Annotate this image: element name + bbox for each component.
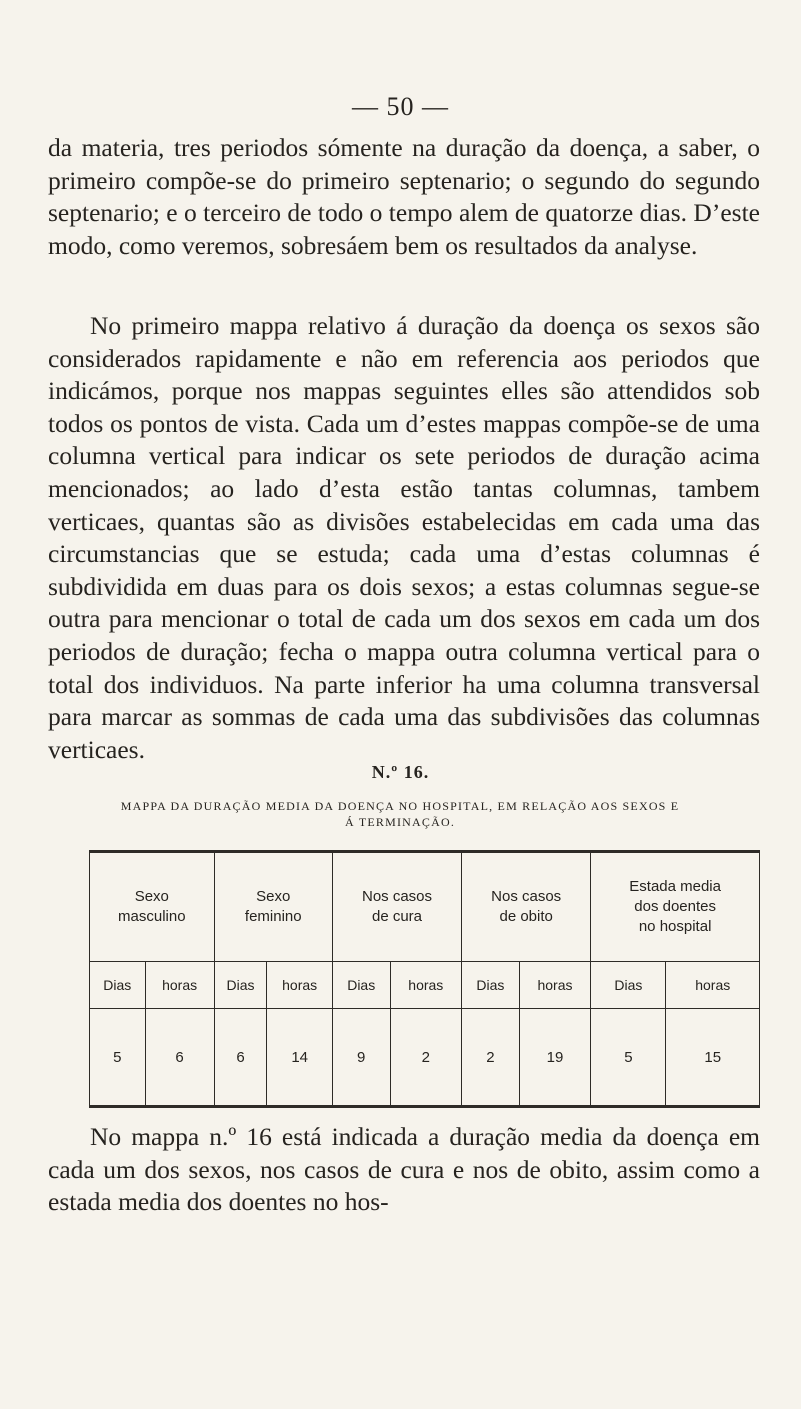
paragraph-2: No primeiro mappa relativo á duração da doença os sexos são considerados rapidamente e não em referencia aos periodos que indicámos, porque nos mappas seguintes elles são attendidos sob todos os pontos de vista. Cada um d’estes mappas compõe-se de uma columna vertical para indicar os sete periodos de duração acima mencionados; ao lado d’esta estão tantas columnas, tambem verticaes, quantas são as divisões estabelecidas em cada uma das circumstancias que se estuda; cada uma d’estas columnas é subdividida em duas para os dois sexos; a estas columnas segue-se outra para mencionar o total de cada um dos sexos em cada um dos periodos de duração; fecha o mappa outra columna vertical para o total dos individuos. Na parte inferior ha uma columna transversal para marcar as sommas de cada uma das subdivisões das columnas verticaes. [48,311,760,764]
group-header-line: masculino [118,908,186,925]
subheader-cell: Dias [90,962,146,1009]
group-header-hospital-stay [591,852,760,962]
value-cell: 15 [666,1009,760,1107]
value-cell: 14 [267,1009,333,1107]
subheader-cell: horas [267,962,333,1009]
group-header-line: de obito [499,908,553,925]
value-cell: 6 [145,1009,214,1107]
page-number: — 50 — [352,92,449,121]
group-header-line: dos doentes [634,898,716,915]
paragraph-3: No mappa n.º 16 está indicada a duração media da doença em cada um dos sexos, nos casos de cura e nos de obito, assim como a estada media dos doentes no hos- [48,1122,760,1217]
value-cell: 19 [519,1009,591,1107]
value-cell: 6 [214,1009,267,1107]
subheader-cell: horas [145,962,214,1009]
table-number: N.º 16. [371,762,430,782]
group-header-female [214,852,332,962]
table-group-header-row [90,852,760,962]
value-cell: 5 [90,1009,146,1107]
paragraph-1: da materia, tres periodos sómente na duração da doença, a saber, o primeiro compõe-se do primeiro septenario; o segundo do segundo septenario; e o terceiro de todo o tempo alem de quatorze dias. D’este modo, como veremos, sobresáem bem os resultados da analyse. [48,133,760,260]
group-header-male [90,852,215,962]
subheader-cell: Dias [591,962,666,1009]
subheader-cell: horas [519,962,591,1009]
group-header-line: Sexo [134,888,169,905]
group-header-line: no hospital [638,918,712,935]
value-cell: 5 [591,1009,666,1107]
value-cell: 2 [390,1009,462,1107]
duration-table [89,850,760,1108]
subheader-cell: Dias [332,962,390,1009]
subheader-cell: Dias [214,962,267,1009]
group-header-death [462,852,591,962]
group-header-cure [332,852,461,962]
table-subheader-row [90,962,760,1009]
group-header-line: de cura [371,908,423,925]
group-header-line: Estada media [629,878,721,895]
group-header-line: feminino [244,908,302,925]
group-header-line: Sexo [256,888,291,905]
value-cell: 9 [332,1009,390,1107]
group-header-line: Nos casos [491,888,562,905]
value-cell: 2 [462,1009,520,1107]
table-value-row [90,1009,760,1107]
subheader-cell: Dias [462,962,520,1009]
group-header-line: Nos casos [361,888,433,905]
subheader-cell: horas [390,962,462,1009]
subheader-cell: horas [666,962,760,1009]
table-caption: MAPPA DA DURAÇÃO MEDIA DA DOENÇA NO HOSPITAL, EM RELAÇÃO AOS SEXOS E Á TERMINAÇÃO. [120,799,680,829]
